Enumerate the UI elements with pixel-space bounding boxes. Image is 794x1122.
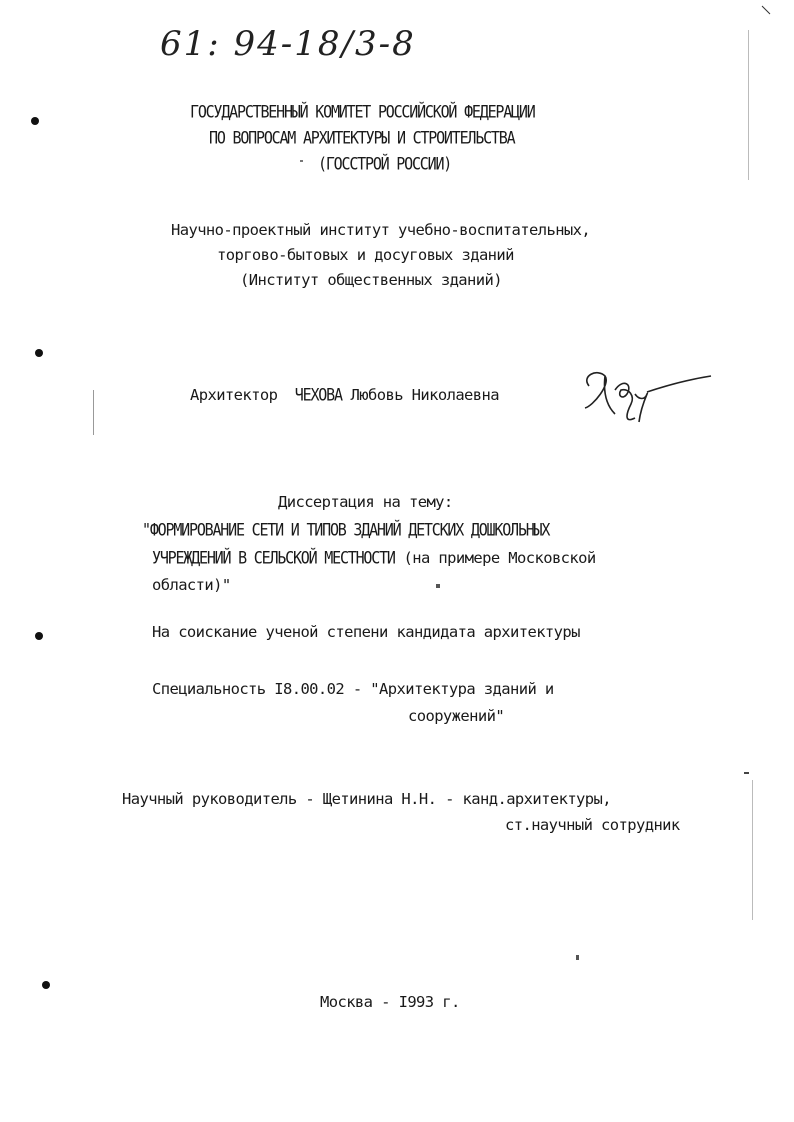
author-role: Архитектор [190,386,278,404]
author-line [190,383,499,407]
handwritten-archive-number: 61: 94-18/3-8 [160,24,416,64]
dissertation-title-line-3: области)" [152,576,231,594]
specialty-line-1: Специальность I8.00.02 - "Архитектура зданий и [152,680,554,698]
scan-speck-1 [744,772,749,774]
scan-edge-line-left [93,390,94,435]
author-given-names: Любовь Николаевна [350,386,499,404]
supervisor-line-1: Научный руководитель - Щетинина Н.Н. - канд.архитектуры, [122,790,611,808]
author-signature-icon [575,366,715,430]
institute-line-3: (Институт общественных зданий) [240,271,502,289]
dissertation-title-line-1: "ФОРМИРОВАНИЕ СЕТИ И ТИПОВ ЗДАНИЙ ДЕТСКИХ ДОШКОЛЬНЫХ [142,519,550,541]
institute-line-1: Научно-проектный институт учебно-воспитательных, [171,221,591,239]
author-surname: ЧЕХОВА [294,384,342,406]
binding-hole-1 [31,117,39,125]
committee-line-3: (ГОССТРОЙ РОССИИ) [318,153,452,175]
binding-hole-2 [35,349,43,357]
supervisor-line-2: ст.научный сотрудник [505,816,680,834]
binding-hole-4 [42,981,50,989]
dissertation-title-line-2-upper: УЧРЕЖДЕНИЙ В СЕЛЬСКОЙ МЕСТНОСТИ [152,547,395,569]
committee-line-2: ПО ВОПРОСАМ АРХИТЕКТУРЫ И СТРОИТЕЛЬСТВА [209,127,515,149]
scan-speck-4 [300,160,303,162]
scan-speck-3 [576,955,579,960]
corner-mark-icon [760,4,776,20]
scan-edge-line-right-top [748,30,749,180]
degree-line: На соискание ученой степени кандидата архитектуры [152,623,580,641]
dissertation-title-line-2 [152,546,596,570]
committee-line-1: ГОСУДАРСТВЕННЫЙ КОМИТЕТ РОССИЙСКОЙ ФЕДЕРАЦИИ [190,101,535,123]
scan-edge-line-right-bottom [752,780,753,920]
institute-line-2: торгово-бытовых и досуговых зданий [217,246,514,264]
dissertation-intro: Диссертация на тему: [278,493,453,511]
binding-hole-3 [35,632,43,640]
dissertation-title-line-2-lower: (на примере Московской [403,549,596,567]
scan-speck-2 [436,584,440,588]
specialty-line-2: сооружений" [408,707,505,725]
place-year: Москва - I993 г. [320,993,460,1011]
